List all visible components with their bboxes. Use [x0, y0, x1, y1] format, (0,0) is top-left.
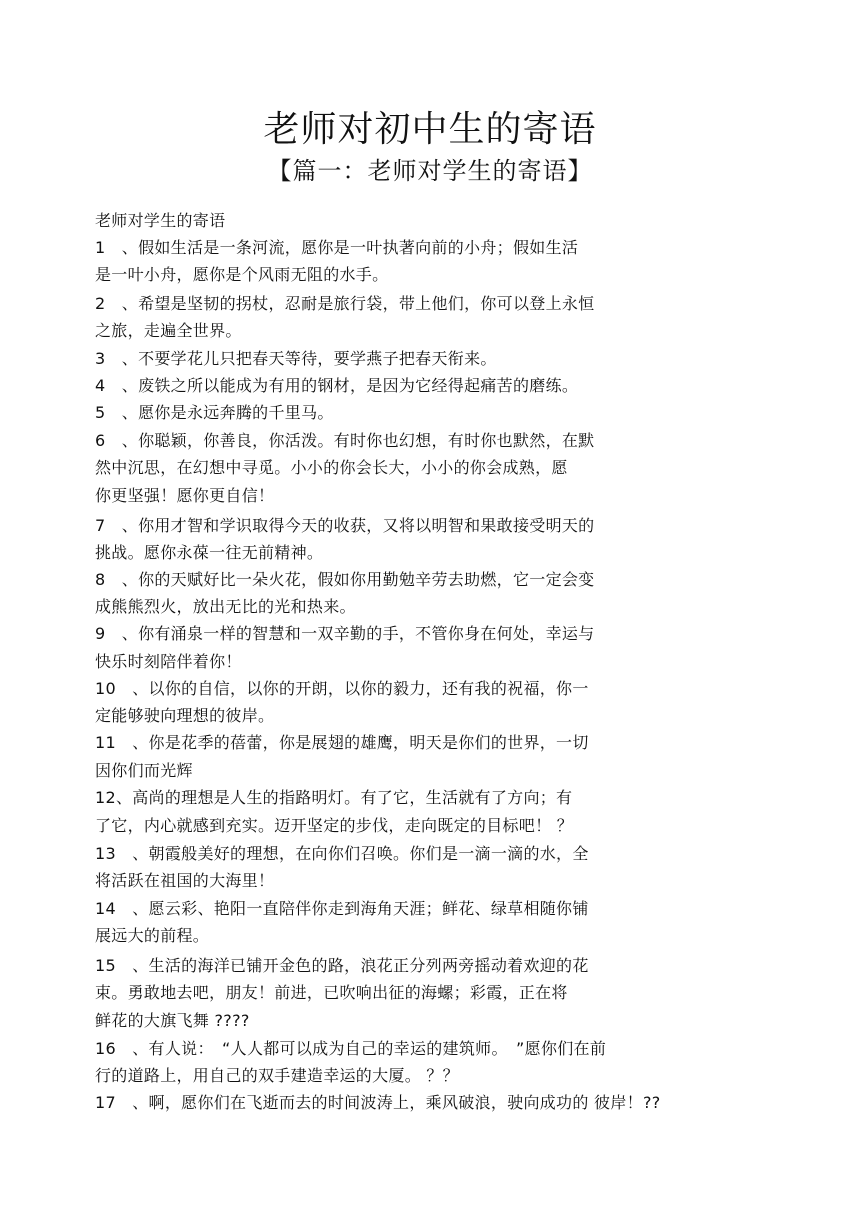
text-line: 16 、有人说： “人人都可以成为自己的幸运的建筑师。 ”愿你们在前 [95, 1039, 607, 1058]
text-line: 将活跃在祖国的大海里！ [95, 871, 275, 890]
text-line: 14 、愿云彩、艳阳一直陪伴你走到海角天涯；鲜花、绿草相随你铺 [95, 899, 589, 918]
text-line: 是一叶小舟，愿你是个风雨无阻的水手。 [95, 265, 389, 284]
text-line: 因你们而光辉 [95, 761, 193, 780]
text-line: 4 、废铁之所以能成为有用的钢材，是因为它经得起痛苦的磨练。 [95, 376, 579, 395]
text-line: 9 、你有涌泉一样的智慧和一双辛勤的手，不管你身在何处，幸运与 [95, 624, 595, 643]
text-line: 展远大的前程。 [95, 926, 210, 945]
text-line: 3 、不要学花儿只把春天等待，要学燕子把春天衔来。 [95, 349, 497, 368]
text-line: 2 、希望是坚韧的拐杖，忍耐是旅行袋，带上他们，你可以登上永恒 [95, 294, 595, 313]
text-line: 成熊熊烈火，放出无比的光和热来。 [95, 597, 356, 616]
text-line: 8 、你的天赋好比一朵火花，假如你用勤勉辛劳去助燃，它一定会变 [95, 570, 595, 589]
text-line: 5 、愿你是永远奔腾的千里马。 [95, 403, 334, 422]
text-line: 鲜花的大旗飞舞 ???? [95, 1011, 250, 1030]
text-line: 15 、生活的海洋已铺开金色的路，浪花正分列两旁摇动着欢迎的花 [95, 956, 589, 975]
text-line: 6 、你聪颖，你善良，你活泼。有时你也幻想，有时你也默然，在默 [95, 431, 595, 450]
page-subtitle: 【篇一：老师对学生的寄语】 [267, 157, 593, 185]
text-line: 17 、啊，愿你们在飞逝而去的时间波涛上，乘风破浪，驶向成功的 彼岸！?? [95, 1093, 661, 1112]
text-line: 7 、你用才智和学识取得今天的收获，又将以明智和果敢接受明天的 [95, 516, 595, 535]
text-line: 10 、以你的自信，以你的开朗，以你的毅力，还有我的祝福，你一 [95, 679, 589, 698]
text-line: 挑战。愿你永葆一往无前精神。 [95, 543, 324, 562]
text-line: 定能够驶向理想的彼岸。 [95, 706, 275, 725]
text-line: 快乐时刻陪伴着你！ [95, 652, 242, 671]
page-title: 老师对初中生的寄语 [263, 109, 597, 150]
text-line: 了它，内心就感到充实。迈开坚定的步伐，走向既定的目标吧！ ？ [95, 816, 574, 835]
text-line: 12、高尚的理想是人生的指路明灯。有了它，生活就有了方向；有 [95, 788, 573, 807]
section-heading: 老师对学生的寄语 [95, 211, 226, 230]
text-line: 行的道路上，用自己的双手建造幸运的大厦。 ？？ [95, 1066, 459, 1085]
text-line: 之旅，走遍全世界。 [95, 321, 242, 340]
text-line: 11 、你是花季的蓓蕾，你是展翅的雄鹰，明天是你们的世界，一切 [95, 733, 589, 752]
text-line: 然中沉思，在幻想中寻觅。小小的你会长大，小小的你会成熟，愿 [95, 458, 568, 477]
text-line: 束。勇敢地去吧，朋友！前进，已吹响出征的海螺；彩霞，正在将 [95, 983, 568, 1002]
text-line: 1 、假如生活是一条河流，愿你是一叶执著向前的小舟；假如生活 [95, 238, 579, 257]
text-line: 你更坚强！愿你更自信！ [95, 486, 275, 505]
text-line: 13 、朝霞般美好的理想，在向你们召唤。你们是一滴一滴的水，全 [95, 844, 589, 863]
